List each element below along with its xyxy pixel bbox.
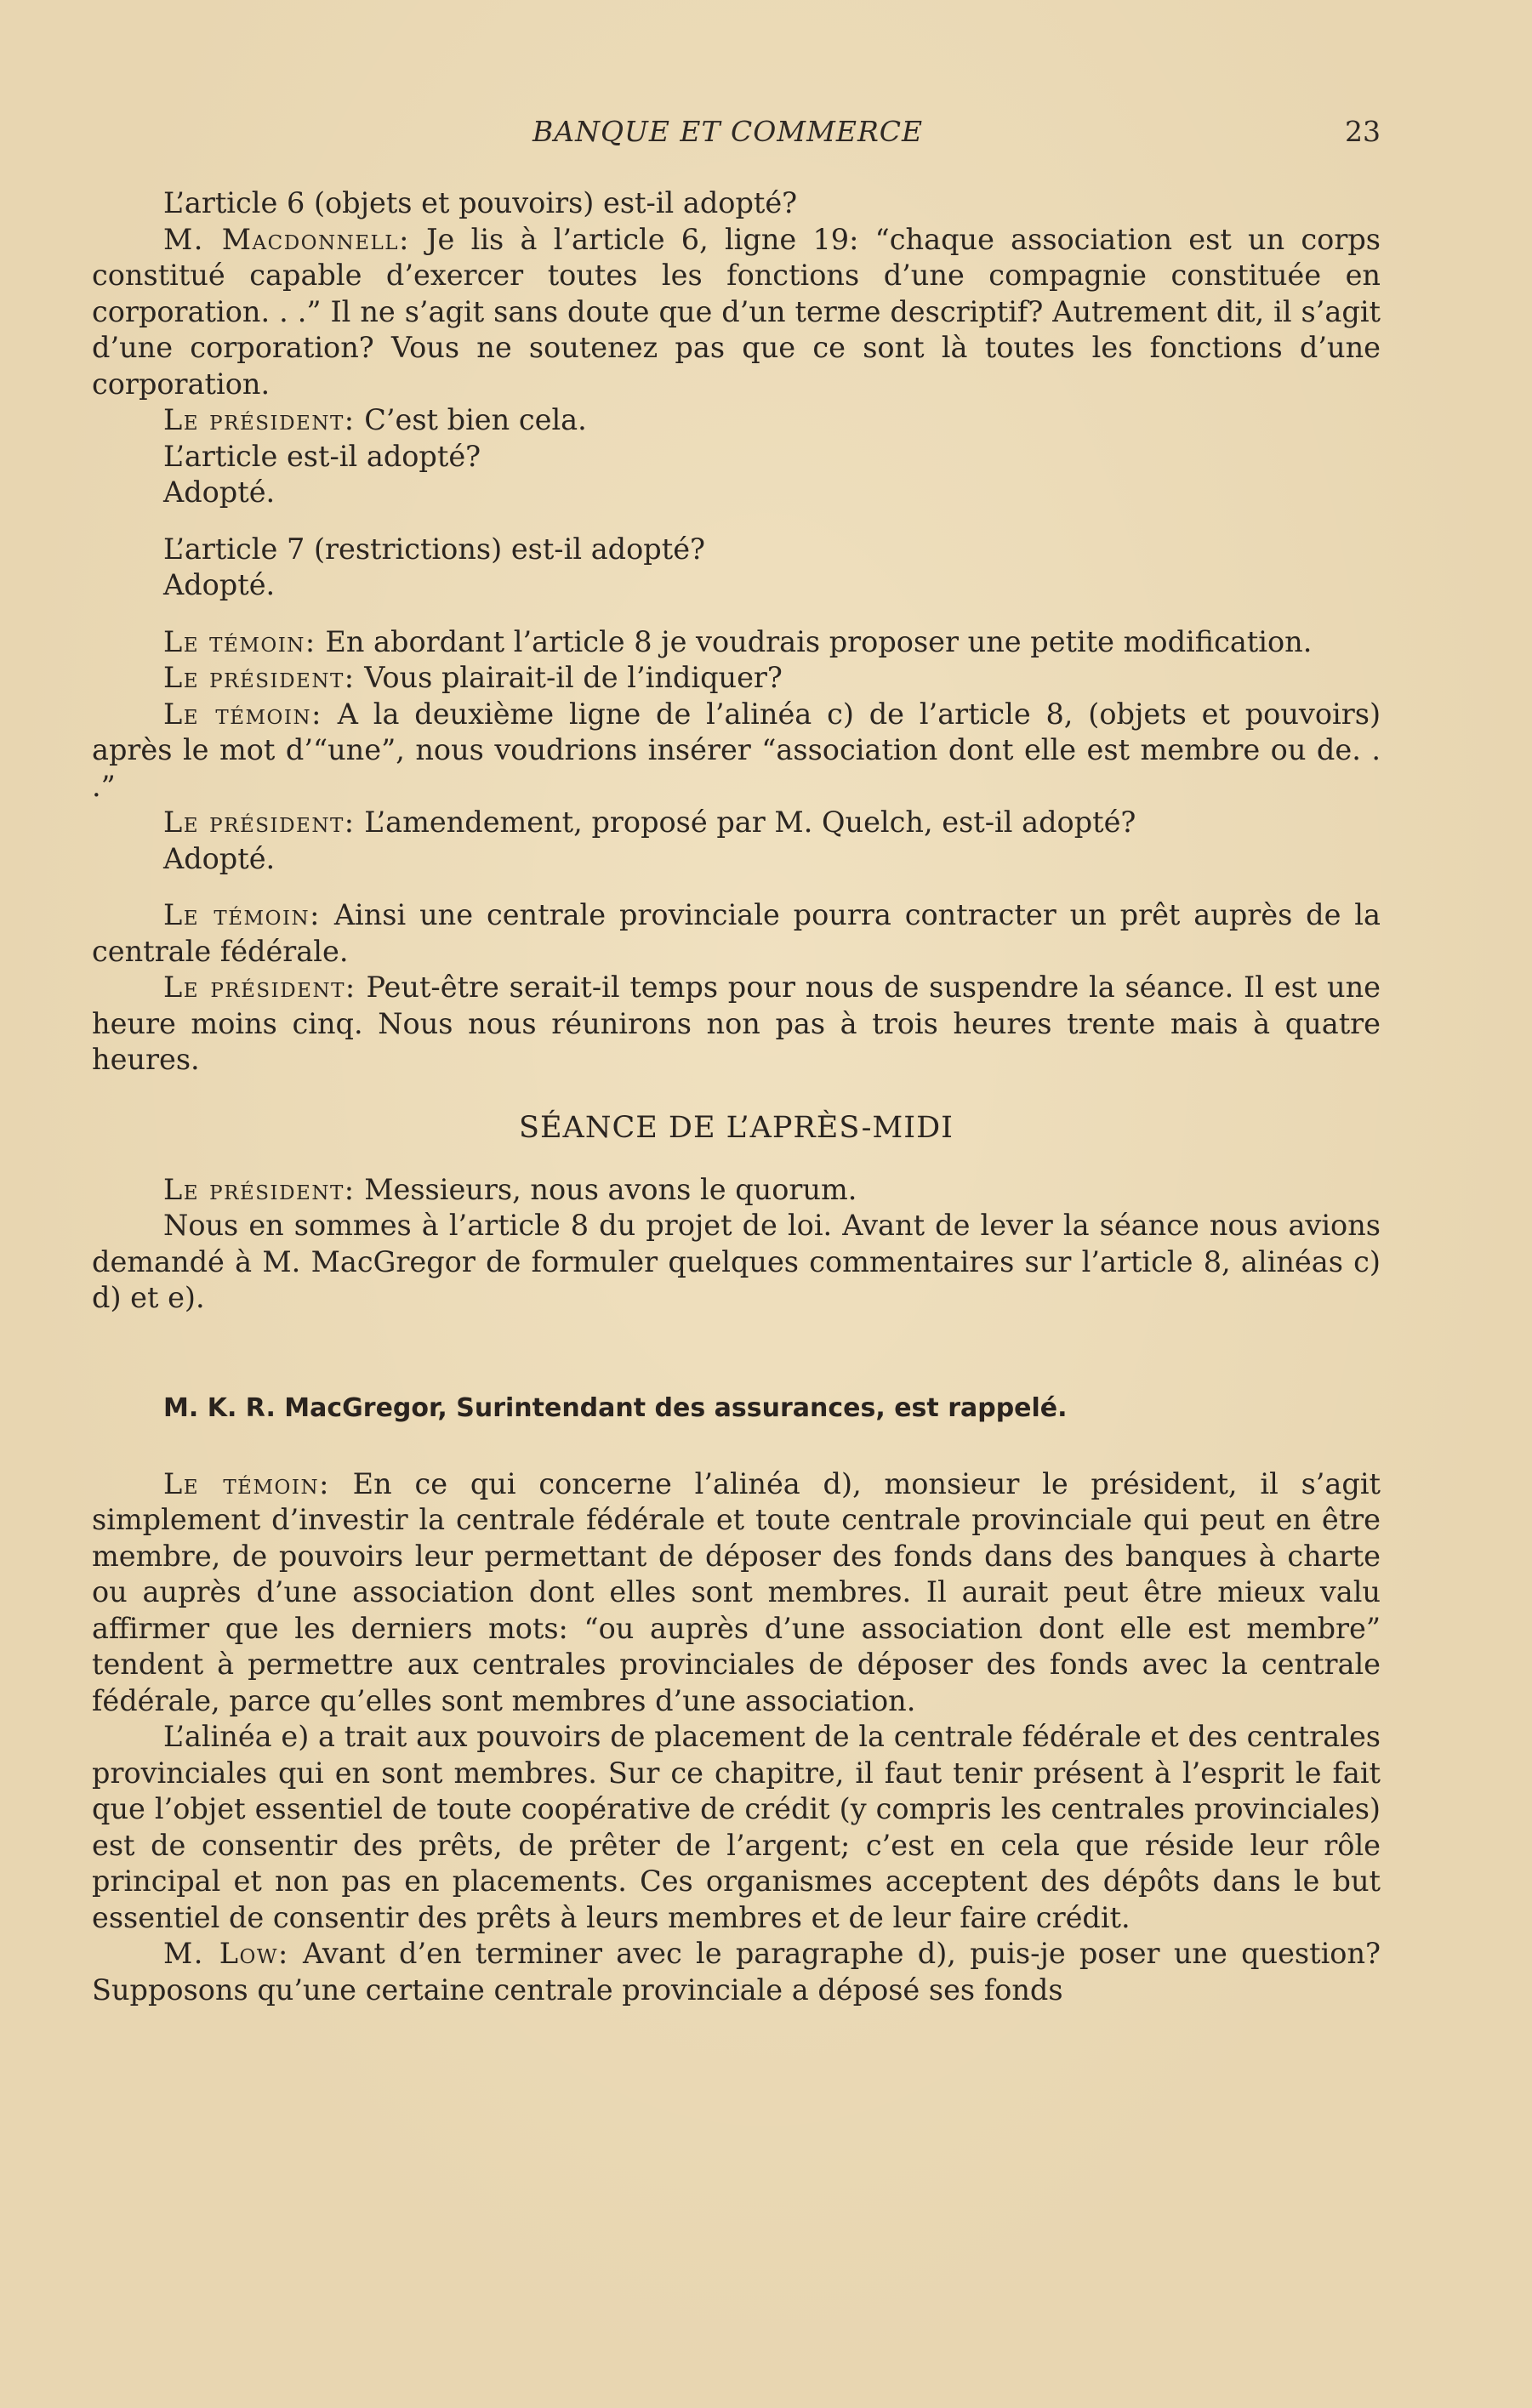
speaker-name: Le président: — [163, 971, 356, 1004]
paragraph-adopted: Adopté. — [163, 475, 276, 509]
speaker-name: Le président: — [163, 403, 356, 436]
paragraph-president: Le président: Messieurs, nous avons le quorum. — [163, 1172, 857, 1206]
running-header — [0, 115, 1532, 149]
paragraph-witness: Le témoin: A la deuxième ligne de l’alinéa c) de l’article 8, (objets et pouvoirs) après le mot d’“une”, nous voudrions insérer “association dont elle est membre ou de. . .” — [92, 697, 1381, 803]
paragraph-witness: Le témoin: En abordant l’article 8 je voudrais proposer une petite modification. — [163, 624, 1313, 658]
speaker-name: Le témoin: — [163, 898, 321, 931]
paragraph-adopted: Adopté. — [163, 841, 276, 875]
speaker-name: Le président: — [163, 1172, 356, 1206]
paragraph-macdonnell: M. Macdonnell: Je lis à l’article 6, ligne 19: “chaque association est un corps constitué capable d’exercer toutes les fonctions d’une compagnie constituée en corporation. . .” Il ne s’agit sans doute que d’un terme descriptif? Autrement dit, il s’agit d’une corporation? Vous ne soutenez pas que ce sont là toutes les fonctions d’une corporation. — [92, 222, 1381, 401]
speaker-name: Le président: — [163, 806, 356, 839]
paragraph-president: Le président: L’amendement, proposé par M. Quelch, est-il adopté? — [163, 806, 1136, 839]
page-body — [92, 185, 1381, 2008]
paragraph-president: Le président: Vous plairait-il de l’indiquer? — [163, 661, 783, 694]
speaker-name: Le témoin: — [163, 624, 316, 658]
page-number: 23 — [1345, 115, 1381, 148]
speaker-name: Le président: — [163, 661, 356, 694]
paragraph-witness: Le témoin: En ce qui concerne l’alinéa d), monsieur le président, il s’agit simplement d’investir la centrale fédérale et toute centrale provinciale qui peut en être membre, de pouvoirs leur permettant de déposer des fonds dans des banques à charte ou auprès d’une association dont elles sont membres. Il aurait peut être mieux valu affirmer que les derniers mots: “ou auprès d’une association dont elle est membre” tendent à permettre aux centrales provinciales de déposer des fonds avec la centrale fédérale, parce qu’elles sont membres d’une association. — [92, 1466, 1381, 1717]
paragraph-adopted: Adopté. — [163, 568, 276, 601]
witness-recall-heading: M. K. R. MacGregor, Surintendant des assurances, est rappelé. — [163, 1392, 1068, 1423]
paragraph-article-6: L’article 6 (objets et pouvoirs) est-il adopté? — [163, 186, 798, 219]
paragraph-question: L’article est-il adopté? — [163, 439, 481, 473]
paragraph-low: M. Low: Avant d’en terminer avec le paragraphe d), puis-je poser une question? Supposons qu’une certaine centrale provinciale a déposé ses fonds — [92, 1937, 1381, 2007]
section-title: SÉANCE DE L’APRÈS-MIDI — [519, 1110, 954, 1145]
paragraph-article-7: L’article 7 (restrictions) est-il adopté? — [163, 532, 705, 566]
paragraph-alinea-e: L’alinéa e) a trait aux pouvoirs de placement de la centrale fédérale et des centrales provinciales qui en sont membres. Sur ce chapitre, il faut tenir présent à l’esprit le fait que l’objet essentiel de toute coopérative de crédit (y compris les centrales provinciales) est de consentir des prêts, de prêter de l’argent; c’est en cela que réside leur rôle principal et non pas en placements. Ces organismes acceptent des dépôts dans le but essentiel de consentir des prêts à leurs membres et de leur faire crédit. — [92, 1720, 1381, 1934]
paragraph-president: Le président: C’est bien cela. — [163, 403, 587, 436]
speaker-name: M. Low: — [163, 1937, 289, 1970]
paragraph-article-8: Nous en sommes à l’article 8 du projet de loi. Avant de lever la séance nous avions demandé à M. MacGregor de formuler quelques commentaires sur l’article 8, alinéas c) d) et e). — [92, 1209, 1381, 1314]
speaker-name: Le témoin: — [163, 697, 322, 731]
paragraph-president: Le président: Peut-être serait-il temps pour nous de suspendre la séance. Il est une heure moins cinq. Nous nous réunirons non pas à trois heures trente mais à quatre heures. — [92, 971, 1381, 1076]
speaker-name: Le témoin: — [163, 1466, 330, 1500]
paragraph-witness: Le témoin: Ainsi une centrale provinciale pourra contracter un prêt auprès de la centrale fédérale. — [92, 898, 1381, 968]
running-title: BANQUE ET COMMERCE — [532, 115, 924, 148]
speaker-name: M. Macdonnell: — [163, 222, 410, 256]
